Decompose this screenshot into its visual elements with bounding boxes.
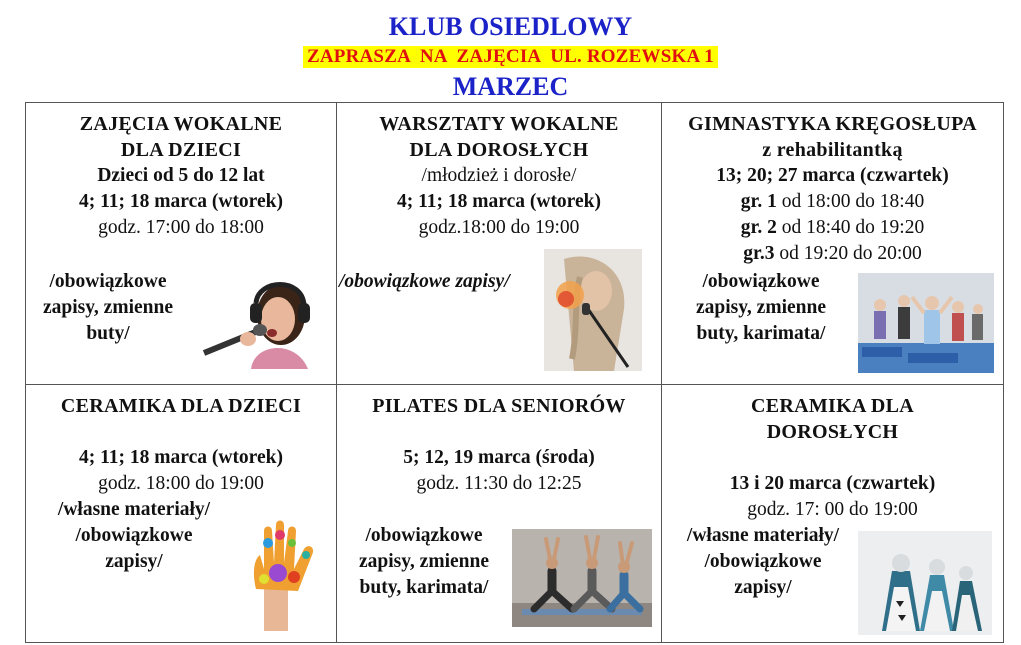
hours: godz. 17:00 do 18:00: [98, 217, 264, 238]
note-line: buty/: [86, 323, 130, 344]
group-1: [662, 189, 1003, 215]
note-line: /obowiązkowe: [75, 525, 193, 546]
note-line: zapisy/: [105, 551, 163, 572]
note-line: zapisy, zmienne: [359, 551, 489, 572]
signup-note: [668, 523, 858, 601]
title-line: DOROSŁYCH: [766, 421, 899, 443]
cell-title: CERAMIKA DLA DZIECI: [60, 395, 302, 417]
note-line: /własne materiały/: [57, 499, 211, 520]
cell-pilates-seniors: [337, 385, 662, 643]
cell-title: [662, 393, 1003, 445]
audience: /młodzież i dorosłe/: [421, 165, 577, 186]
note-line: zapisy, zmienne: [43, 297, 173, 318]
group-label: gr. 1: [740, 191, 777, 212]
signup-note: [339, 523, 509, 601]
note-line: /obowiązkowe: [704, 551, 822, 572]
cell-vocal-adults: [337, 103, 662, 385]
ceramic-figures-icon: [858, 531, 992, 635]
painted-hand-icon: [234, 519, 320, 631]
schedule-table: [25, 102, 1004, 643]
hours: godz.18:00 do 19:00: [418, 217, 580, 238]
dates: 5; 12, 19 marca (środa): [403, 447, 595, 468]
group-time: od 19:20 do 20:00: [774, 243, 922, 264]
note-line: /obowiązkowe: [49, 271, 167, 292]
hours: godz. 11:30 do 12:25: [416, 473, 582, 494]
cell-vocal-kids: [26, 103, 337, 385]
month-heading: MARZEC: [452, 72, 569, 101]
cell-ceramics-adults: [662, 385, 1004, 643]
title-line: WARSZTATY WOKALNE: [379, 113, 619, 135]
signup-note: [28, 269, 188, 347]
title-line: CERAMIKA DLA: [750, 395, 915, 417]
cell-title: [26, 111, 336, 163]
signup-note: /obowiązkowe zapisy/: [339, 271, 510, 292]
girl-singing-icon: [196, 273, 326, 369]
group-time: od 18:40 do 19:20: [776, 217, 925, 238]
invitation-subtitle: ZAPRASZA NA ZAJĘCIA UL. ROZEWSKA 1: [303, 46, 718, 68]
woman-singer-icon: [544, 249, 642, 371]
note-line: zapisy/: [734, 577, 792, 598]
title-line: DLA DOROSŁYCH: [409, 139, 589, 161]
signup-note: [34, 497, 234, 575]
cell-spine-gymnastics: [662, 103, 1004, 385]
club-title: KLUB OSIEDLOWY: [388, 12, 633, 41]
group-label: gr. 2: [740, 217, 777, 238]
cell-title: [662, 111, 1003, 163]
note-line: zapisy, zmienne: [696, 297, 826, 318]
dates: 13 i 20 marca (czwartek): [729, 473, 936, 494]
dates: 4; 11; 18 marca (wtorek): [397, 191, 601, 212]
title-line: GIMNASTYKA KRĘGOSŁUPA: [688, 113, 977, 135]
cell-title: PILATES DLA SENIORÓW: [372, 395, 626, 417]
hours: godz. 17: 00 do 19:00: [747, 499, 918, 520]
schedule-row: [26, 103, 1004, 385]
age-range: Dzieci od 5 do 12 lat: [97, 165, 265, 186]
pilates-women-icon: [512, 529, 652, 627]
schedule-row: [26, 385, 1004, 643]
title-line: DLA DZIECI: [120, 139, 242, 161]
note-line: /obowiązkowe: [702, 271, 820, 292]
dates: 13; 20; 27 marca (czwartek): [716, 165, 949, 186]
dates: 4; 11; 18 marca (wtorek): [79, 191, 283, 212]
group-label: gr.3: [743, 243, 775, 264]
cell-title: [337, 111, 661, 163]
note-line: /obowiązkowe: [365, 525, 483, 546]
cell-ceramics-kids: [26, 385, 337, 643]
title-line: ZAJĘCIA WOKALNE: [79, 113, 283, 135]
exercise-class-icon: [858, 273, 994, 373]
group-2: [662, 215, 1003, 241]
group-time: od 18:00 do 18:40: [776, 191, 925, 212]
title-line: z rehabilitantką: [762, 139, 903, 161]
group-3: [662, 241, 1003, 267]
note-line: buty, karimata/: [696, 323, 826, 344]
subtitle-wrap: [0, 46, 1021, 68]
dates: 4; 11; 18 marca (wtorek): [79, 447, 283, 468]
note-line: /własne materiały/: [686, 525, 840, 546]
signup-note: [676, 269, 846, 347]
hours: godz. 18:00 do 19:00: [98, 473, 264, 494]
note-line: buty, karimata/: [359, 577, 489, 598]
